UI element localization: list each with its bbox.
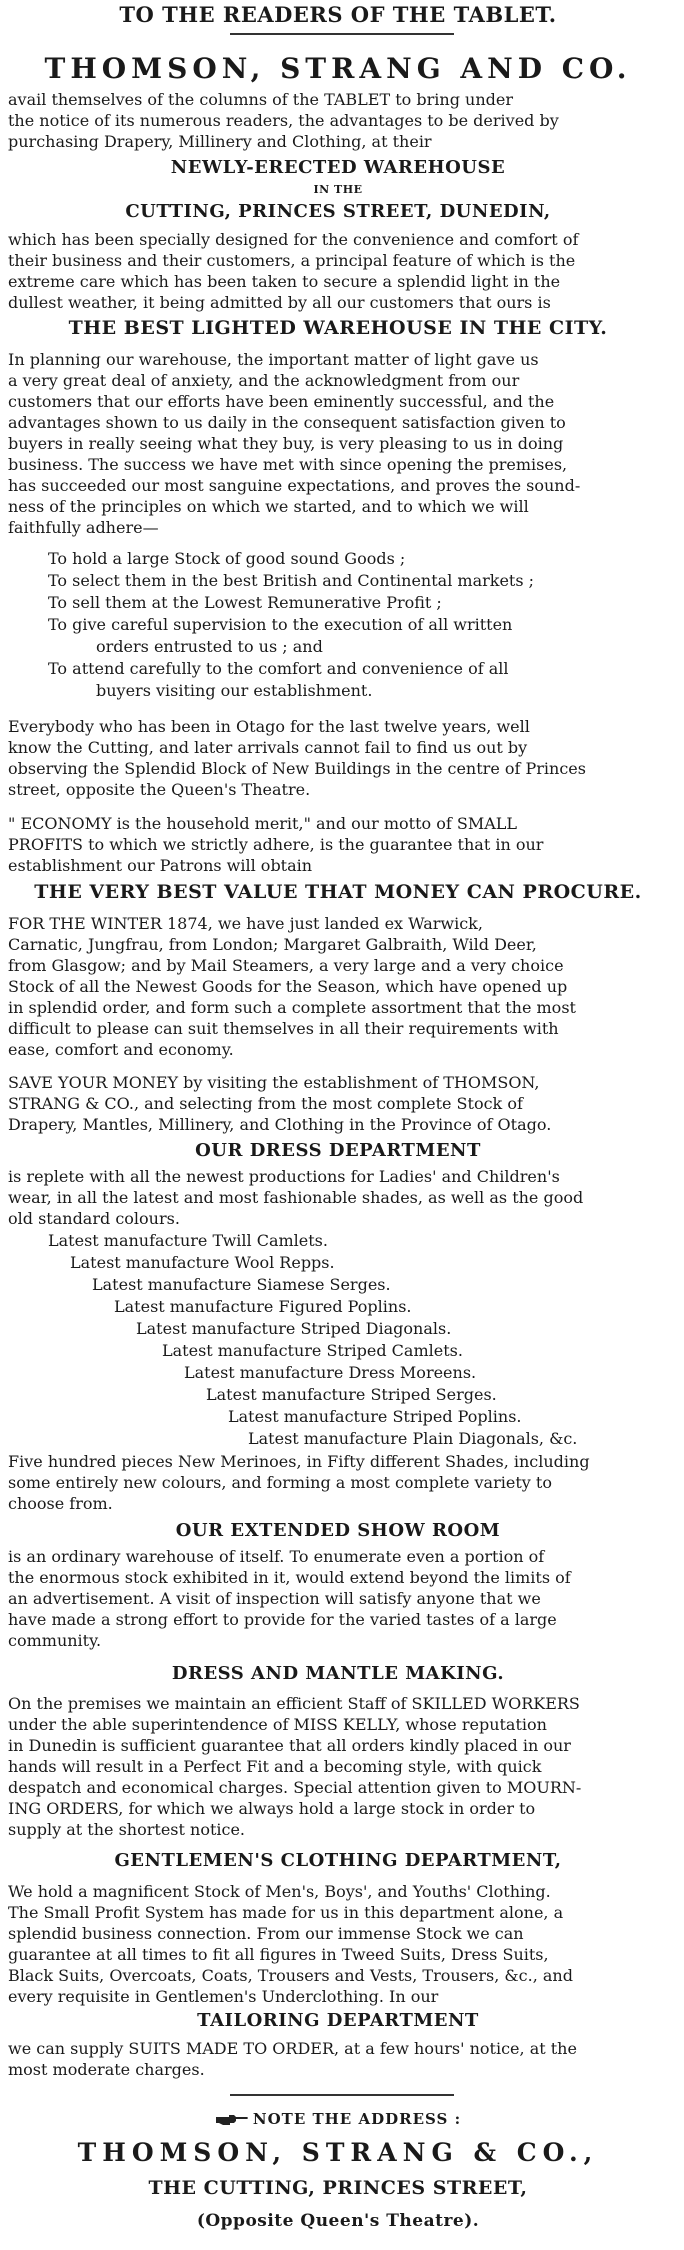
- dress-item: Latest manufacture Striped Diagonals.: [136, 1319, 452, 1338]
- gents-line: splendid business connection. From our immense Stock we can: [8, 1924, 524, 1943]
- winter-line: FOR THE WINTER 1874, we have just landed ex Warwick,: [8, 914, 483, 933]
- show-room-heading: OUR EXTENDED SHOW ROOM: [175, 1520, 501, 1541]
- otago-line: street, opposite the Queen's Theatre.: [8, 780, 311, 799]
- winter-line: from Glasgow; and by Mail Steamers, a very large and a very choice: [8, 956, 564, 975]
- gents-line: The Small Profit System has made for us in this department alone, a: [8, 1903, 564, 1922]
- principle-item: To give careful supervision to the execution of all written: [48, 615, 513, 634]
- mantle-line: under the able superintendence of MISS KELLY, whose reputation: [8, 1715, 547, 1734]
- warehouse-in-the: IN THE: [313, 183, 363, 196]
- planning-line: ness of the principles on which we started, and to which we will: [8, 497, 529, 516]
- warehouse-title: NEWLY-ERECTED WAREHOUSE: [170, 157, 506, 178]
- dress-item: Latest manufacture Wool Repps.: [70, 1253, 335, 1272]
- tailoring-line: most moderate charges.: [8, 2060, 205, 2079]
- principle-item: orders entrusted to us ; and: [96, 637, 323, 656]
- economy-line: " ECONOMY is the household merit," and our motto of SMALL: [8, 814, 518, 833]
- gents-line: Black Suits, Overcoats, Coats, Trousers and Vests, Trousers, &c., and: [8, 1966, 573, 1985]
- mantle-line: ING ORDERS, for which we always hold a large stock in order to: [8, 1799, 536, 1818]
- winter-line: difficult to please can suit themselves in all their requirements with: [8, 1019, 559, 1038]
- address-opposite: (Opposite Queen's Theatre).: [196, 2211, 480, 2231]
- dress-item: Latest manufacture Striped Poplins.: [228, 1407, 522, 1426]
- gents-heading: GENTLEMEN'S CLOTHING DEPARTMENT,: [114, 1850, 562, 1871]
- show-room-line: an advertisement. A visit of inspection will satisfy anyone that we: [8, 1589, 541, 1608]
- mantle-line: supply at the shortest notice.: [8, 1820, 246, 1839]
- planning-line: business. The success we have met with since opening the premises,: [8, 455, 568, 474]
- principle-item: buyers visiting our establishment.: [96, 681, 373, 700]
- intro-line: avail themselves of the columns of the TABLET to bring under: [8, 90, 513, 109]
- note-address-label: NOTE THE ADDRESS :: [252, 2110, 462, 2128]
- merinoes-line: some entirely new colours, and forming a most complete variety to: [8, 1473, 552, 1492]
- economy-line: establishment our Patrons will obtain: [8, 856, 313, 875]
- show-room-line: have made a strong effort to provide for the varied tastes of a large: [8, 1610, 557, 1629]
- merinoes-line: Five hundred pieces New Merinoes, in Fifty different Shades, including: [8, 1452, 590, 1471]
- gents-line: guarantee at all times to fit all figures in Tweed Suits, Dress Suits,: [8, 1945, 549, 1964]
- warehouse-line: their business and their customers, a principal feature of which is the: [8, 251, 576, 270]
- winter-line: Carnatic, Jungfrau, from London; Margaret Galbraith, Wild Deer,: [8, 935, 537, 954]
- gents-line: every requisite in Gentlemen's Underclothing. In our: [8, 1987, 439, 2006]
- intro-line: purchasing Drapery, Millinery and Clothing, at their: [8, 132, 432, 151]
- mantle-line: On the premises we maintain an efficient Staff of SKILLED WORKERS: [8, 1694, 580, 1713]
- dress-item: Latest manufacture Plain Diagonals, &c.: [248, 1429, 578, 1448]
- otago-line: Everybody who has been in Otago for the last twelve years, well: [8, 717, 530, 736]
- warehouse-location: CUTTING, PRINCES STREET, DUNEDIN,: [125, 201, 551, 222]
- save-money-line: STRANG & CO., and selecting from the most complete Stock of: [8, 1094, 523, 1113]
- mantle-line: despatch and economical charges. Special attention given to MOURN-: [8, 1778, 582, 1797]
- address-rule: [230, 2094, 454, 2096]
- planning-line: faithfully adhere—: [8, 518, 159, 537]
- address-firm: THOMSON, STRANG & CO.,: [77, 2138, 599, 2167]
- planning-line: a very great deal of anxiety, and the acknowledgment from our: [8, 371, 520, 390]
- principle-item: To sell them at the Lowest Remunerative Profit ;: [48, 593, 442, 612]
- intro-title: THOMSON, STRANG AND CO.: [44, 52, 632, 85]
- warehouse-line: extreme care which has been taken to secure a splendid light in the: [8, 272, 561, 291]
- dress-item: Latest manufacture Twill Camlets.: [48, 1231, 328, 1250]
- otago-line: observing the Splendid Block of New Buildings in the centre of Princes: [8, 759, 586, 778]
- principle-item: To hold a large Stock of good sound Goods ;: [48, 549, 406, 568]
- winter-line: ease, comfort and economy.: [8, 1040, 234, 1059]
- pointing-hand-icon: [215, 2113, 249, 2127]
- economy-line: PROFITS to which we strictly adhere, is the guarantee that in our: [8, 835, 544, 854]
- show-room-line: community.: [8, 1631, 102, 1650]
- mantle-heading: DRESS AND MANTLE MAKING.: [171, 1663, 505, 1684]
- planning-line: has succeeded our most sanguine expectations, and proves the sound-: [8, 476, 581, 495]
- address-street: THE CUTTING, PRINCES STREET,: [148, 2177, 528, 2199]
- planning-line: buyers in really seeing what they buy, is very pleasing to us in doing: [8, 434, 564, 453]
- tailoring-heading: TAILORING DEPARTMENT: [197, 2010, 479, 2031]
- dress-item: Latest manufacture Dress Moreens.: [184, 1363, 477, 1382]
- merinoes-line: choose from.: [8, 1494, 113, 1513]
- save-money-line: Drapery, Mantles, Millinery, and Clothing in the Province of Otago.: [8, 1115, 552, 1134]
- dress-item: Latest manufacture Striped Camlets.: [162, 1341, 463, 1360]
- principle-item: To select them in the best British and Continental markets ;: [48, 571, 535, 590]
- winter-line: in splendid order, and form such a complete assortment that the most: [8, 998, 576, 1017]
- mantle-line: hands will result in a Perfect Fit and a becoming style, with quick: [8, 1757, 542, 1776]
- dress-dept-line: is replete with all the newest productions for Ladies' and Children's: [8, 1167, 560, 1186]
- best-value-heading: THE VERY BEST VALUE THAT MONEY CAN PROCURE.: [34, 881, 642, 903]
- intro-line: the notice of its numerous readers, the advantages to be derived by: [8, 111, 559, 130]
- warehouse-line: dullest weather, it being admitted by all our customers that ours is: [8, 293, 551, 312]
- tailoring-line: we can supply SUITS MADE TO ORDER, at a few hours' notice, at the: [8, 2039, 577, 2058]
- mantle-line: in Dunedin is sufficient guarantee that all orders kindly placed in our: [8, 1736, 571, 1755]
- otago-line: know the Cutting, and later arrivals cannot fail to find us out by: [8, 738, 528, 757]
- dress-dept-line: wear, in all the latest and most fashionable shades, as well as the good: [8, 1188, 584, 1207]
- note-address: [0, 2110, 676, 2128]
- header-rule: [230, 33, 454, 35]
- gents-line: We hold a magnificent Stock of Men's, Boys', and Youths' Clothing.: [8, 1882, 551, 1901]
- show-room-line: the enormous stock exhibited in it, would extend beyond the limits of: [8, 1568, 571, 1587]
- warehouse-line: which has been specially designed for the convenience and comfort of: [8, 230, 579, 249]
- dress-item: Latest manufacture Figured Poplins.: [114, 1297, 412, 1316]
- principle-item: To attend carefully to the comfort and convenience of all: [48, 659, 509, 678]
- show-room-line: is an ordinary warehouse of itself. To enumerate even a portion of: [8, 1547, 545, 1566]
- header-title: TO THE READERS OF THE TABLET.: [119, 2, 557, 27]
- planning-line: advantages shown to us daily in the consequent satisfaction given to: [8, 413, 566, 432]
- dress-dept-line: old standard colours.: [8, 1209, 180, 1228]
- save-money-line: SAVE YOUR MONEY by visiting the establishment of THOMSON,: [8, 1073, 540, 1092]
- dress-item: Latest manufacture Siamese Serges.: [92, 1275, 391, 1294]
- dress-dept-heading: OUR DRESS DEPARTMENT: [195, 1140, 481, 1161]
- planning-line: In planning our warehouse, the important matter of light gave us: [8, 350, 539, 369]
- winter-line: Stock of all the Newest Goods for the Season, which have opened up: [8, 977, 568, 996]
- best-lighted-heading: THE BEST LIGHTED WAREHOUSE IN THE CITY.: [68, 317, 608, 339]
- planning-line: customers that our efforts have been eminently successful, and the: [8, 392, 555, 411]
- dress-item: Latest manufacture Striped Serges.: [206, 1385, 497, 1404]
